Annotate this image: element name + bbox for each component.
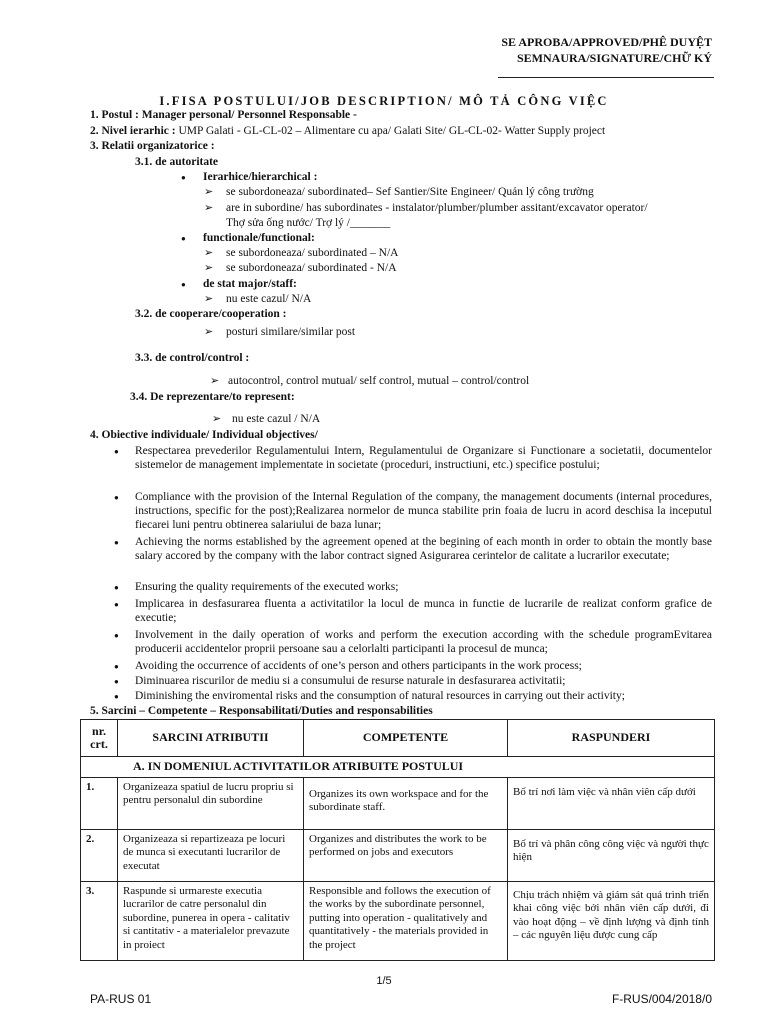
table-group-row [81, 757, 715, 778]
duties-heading: 5. Sarcini – Competente – Responsabilitati/Duties and responsabilities [90, 705, 433, 717]
objective-item-4: Ensuring the quality requirements of the executed works; [135, 581, 399, 593]
row-competente [304, 881, 508, 960]
bullet-icon: ● [114, 677, 119, 686]
bullet-icon: ● [114, 600, 119, 609]
post-label: 1. Postul : [90, 109, 139, 121]
table-header-row [81, 720, 715, 757]
staff-heading: de stat major/staff: [203, 278, 297, 290]
approval-line-2: SEMNAURA/SIGNATURE/CHỮ KÝ [516, 51, 712, 65]
arrow-bullet-icon: ➢ [204, 202, 214, 214]
objective-item-2: Compliance with the provision of the Internal Regulation of the company, the management documents (internal procedures, instructions, specific for the post);Realizarea normelor de munca stabilite prin foaia de lucru in acord deschisa la inceputul fiecarei luni pentru obtinerea salariului de baza lunar; [135, 491, 712, 531]
document-title: I.FISA POSTULUI/JOB DESCRIPTION/ MÔ TẢ CÔNG VIỆC [159, 94, 609, 108]
represent-heading: 3.4. De reprezentare/to represent: [130, 391, 295, 403]
hierarchical-item-1: se subordoneaza/ subordinated– Sef Santier/Site Engineer/ Quản lý công trường [226, 186, 594, 198]
control-heading: 3.3. de control/control : [135, 352, 250, 364]
row-competente: Organizes and distributes the work to be performed on jobs and executors [304, 829, 508, 881]
row-nr: 1. [81, 777, 118, 829]
signature-line [498, 77, 714, 78]
section-org-relations: 3. Relatii organizatorice : [90, 140, 215, 152]
staff-item: nu este cazul/ N/A [226, 293, 312, 305]
bullet-icon: ● [181, 234, 186, 243]
arrow-bullet-icon: ➢ [204, 186, 214, 198]
objective-item-5: Implicarea in desfasurarea fluenta a activitatilor la locul de munca in functie de lucrarile de realizat conform grafice de executie; [135, 598, 712, 624]
bullet-icon: ● [181, 280, 186, 289]
objective-item-9: Diminishing the enviromental risks and the consumption of natural resources in carrying out their activity; [135, 690, 625, 702]
objective-item-7: Avoiding the occurrence of accidents of one’s person and others participants in the work process; [135, 660, 582, 672]
page-number: 1/5 [376, 975, 392, 987]
row-sarcini: Organizeaza spatiul de lucru propriu si pentru personalul din subordine [118, 777, 304, 829]
row-sarcini [118, 881, 304, 960]
arrow-bullet-icon: ➢ [212, 413, 222, 425]
arrow-bullet-icon: ➢ [204, 247, 214, 259]
bullet-icon: ● [114, 538, 119, 547]
objective-item-6: Involvement in the daily operation of works and perform the execution according with the schedule programEvitarea producerii accidentelor proprii persoane sau a celorlalti participanti la procesul de munca; [135, 629, 712, 655]
arrow-bullet-icon: ➢ [210, 375, 220, 387]
bullet-icon: ● [114, 583, 119, 592]
group-label: A. IN DOMENIUL ACTIVITATILOR ATRIBUITE POSTULUI [81, 757, 715, 778]
bullet-icon: ● [114, 493, 119, 502]
header-nr: nr. crt. [81, 720, 118, 757]
cooperation-heading: 3.2. de cooperare/cooperation : [135, 308, 287, 320]
objective-item-8: Diminuarea riscurilor de mediu si a consumului de resurse naturale in desfasurarea activitatii; [135, 675, 566, 687]
hierarchy-value: UMP Galati - GL-CL-02 – Alimentare cu apa/ Galati Site/ GL-CL-02- Watter Supply project [175, 125, 606, 137]
row-raspunderi-text: Chịu trách nhiệm và giám sát quá trình triển khai công việc bởi nhân viên cấp dưới, đi vào hoạt động – về định lượng và định tính – các nguyên liệu được cung cấp [513, 888, 709, 941]
bullet-icon: ● [181, 173, 186, 182]
functional-item-1: se subordoneaza/ subordinated – N/A [226, 247, 399, 259]
bullet-icon: ● [114, 692, 119, 701]
authority-heading: 3.1. de autoritate [135, 156, 219, 168]
row-raspunderi: Bố trí nơi làm việc và nhân viên cấp dưới [508, 777, 715, 829]
table-row [81, 881, 715, 960]
row-nr: 3. [81, 881, 118, 960]
cooperation-item: posturi similare/similar post [226, 326, 356, 338]
header-competente: COMPETENTE [304, 720, 508, 757]
footer-right-code: F-RUS/004/2018/0 [611, 992, 712, 1006]
hierarchical-item-2-cont: Thợ sửa ống nước/ Trợ lý /_______ [226, 217, 391, 229]
section-hierarchy-level [90, 124, 605, 139]
objectives-heading: 4. Obiective individuale/ Individual objectives/ [90, 429, 318, 441]
row-sarcini: Organizeaza si repartizeaza pe locuri de munca si executanti lucrarilor de executat [118, 829, 304, 881]
row-raspunderi [508, 881, 715, 960]
row-raspunderi: Bố trí và phân công công việc và người thực hiện [508, 829, 715, 881]
duties-table [80, 719, 715, 961]
arrow-bullet-icon: ➢ [204, 293, 214, 305]
hierarchical-item-2: are in subordine/ has subordinates - instalator/plumber/plumber assitant/excavator operator/ [226, 202, 648, 214]
header-raspunderi: RASPUNDERI [508, 720, 715, 757]
arrow-bullet-icon: ➢ [204, 262, 214, 274]
row-nr: 2. [81, 829, 118, 881]
section-post [90, 108, 357, 123]
header-sarcini: SARCINI ATRIBUTII [118, 720, 304, 757]
approval-line-1: SE APROBA/APPROVED/PHÊ DUYỆT [501, 35, 712, 49]
functional-item-2: se subordoneaza/ subordinated - N/A [226, 262, 397, 274]
functional-heading: functionale/functional: [203, 232, 315, 244]
represent-item: nu este cazul / N/A [232, 413, 321, 425]
row-competente-text: Responsible and follows the execution of the works by the subordinate personnel, putting into operation - qualitatively and quantitatively - the materials provided in the project [309, 884, 491, 951]
bullet-icon: ● [114, 662, 119, 671]
post-value: Manager personal/ Personnel Responsable - [141, 109, 357, 121]
objective-item-1: Respectarea prevederilor Regulamentului Intern, Regulamentului de Organizare si Functionare a societatii, documentelor sistemelor de management implementate in societate (proceduri, instructiuni, etc.) specifice postului; [135, 445, 712, 471]
hierarchical-heading: Ierarhice/hierarchical : [203, 171, 318, 183]
row-competente: Organizes its own workspace and for the subordinate staff. [304, 777, 508, 829]
footer-left-code: PA-RUS 01 [90, 992, 152, 1006]
bullet-icon: ● [114, 447, 119, 456]
hierarchy-label: 2. Nivel ierarhic : [90, 125, 176, 137]
table-row [81, 777, 715, 829]
control-item: autocontrol, control mutual/ self control, mutual – control/control [228, 375, 530, 387]
bullet-icon: ● [114, 631, 119, 640]
arrow-bullet-icon: ➢ [204, 326, 214, 338]
objective-item-3: Achieving the norms established by the agreement opened at the begining of each month in order to obtain the montly base salary accored by the company with the labor contract signed Asigurarea cerintelor de calitate a lucrarilor executate; [135, 536, 712, 562]
table-row [81, 829, 715, 881]
row-sarcini-text: Raspunde si urmareste executia lucrarilor de catre personalul din subordine, punerea in opera - calitativ si cantitativ - a materialelor prevazute in proiect [123, 884, 290, 951]
